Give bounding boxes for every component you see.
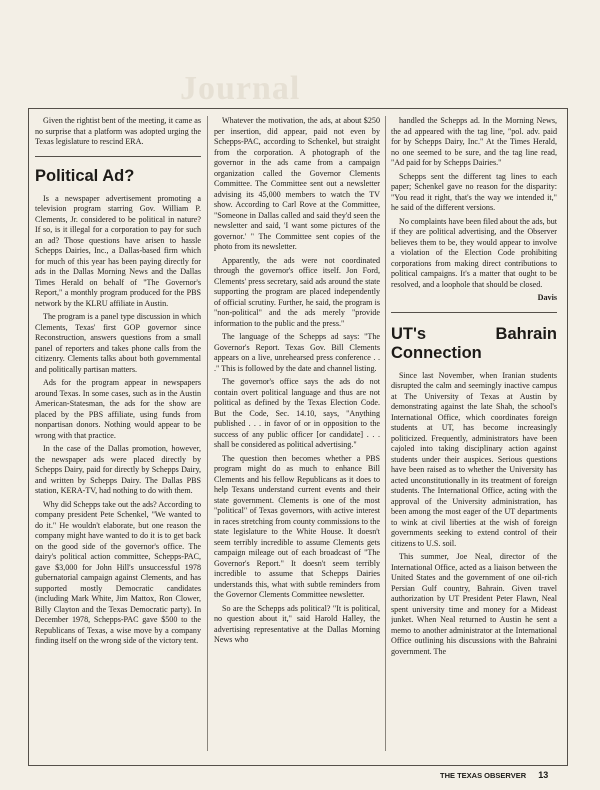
paragraph: The program is a panel type discussion in which Clements, Texas' first GOP governor since Reconstruction, answers questions from a small panel of reporters and takes phone calls from the citizenry. Clements talks about both governmental and politically partisan matters.: [35, 312, 201, 374]
paragraph: Whatever the motivation, the ads, at about $250 per insertion, did appear, paid not even by Schepps-PAC, according to Schenkel, but straight from the corporation. A photograph of the governor in the ads came from a campaign organization called the Governor Clements Committee. The Committee sent out a newsletter advising its 45,000 members to watch the TV show. According to Carl Rove at the Committee, "Someone in Dallas called and said they'd seen the newsletter and said, 'I want some pictures of the governor.' " The Committee sent copies of the photo from its newsletter.: [214, 116, 380, 251]
section-divider: [391, 312, 557, 313]
paragraph: handled the Schepps ad. In the Morning News, the ad appeared with the tag line, "pol. adv. paid for by Schepps Dairy, Inc." At the Times Herald, no one seemed to be sure, and the tag line read, "Ad paid for by Schepps Dairies.": [391, 116, 557, 167]
article-body-bahrain: [391, 371, 557, 658]
paragraph: The governor's office says the ads do not contain overt political language and thus are not political as defined by the Texas Election Code. But the Code, Sec. 14.10, says, "Anything published . . . in favor of or in opposition to the success of any public officer [or candidate] . . . shall be considered as political advertising.": [214, 377, 380, 449]
paragraph: So are the Schepps ads political? "It is political, no question about it," said Harold Halley, the advertising representative at the Dallas Morning News who: [214, 603, 380, 644]
headline-political-ad: Political Ad?: [35, 166, 135, 185]
paragraph: Since last November, when Iranian students disrupted the calm and seemingly inactive campus at The University of Texas at Austin by demonstrating against the late Shah, the school's International Office, which coordinates foreign students at UT, has become increasingly politicized. Frequently, administrators have been cajoled into taking disciplinary action against students under their auspices. Serious questions have been raised as to whether the University has acted unconstitutionally in its treatment of foreign students. The International Office, acting with the approval of the University administration, has been among the most eager of the UT departments to wink at civil liberties at the wish of foreign governments seeking to extend control of their citizens to U.S. soil.: [391, 370, 557, 548]
paragraph: Ads for the program appear in newspapers around Texas. In some cases, such as in the Austin American-Statesman, the ads for the show are placed by the PBS affiliate, using funds from nonpartisan donors. Nothing would appear to be wrong with that practice.: [35, 378, 201, 440]
paragraph: No complaints have been filed about the ads, but if they are political advertising, and the Observer believes them to be, they would appear to involve a violation of the Election Code prohibiting corporations from making direct contributions to political campaigns. It's a matter that ought to be resolved, and a loophole that should be closed.: [391, 216, 557, 289]
paragraph: Schepps sent the different tag lines to each paper; Schenkel gave no reason for the disparity: "You read it right, that's the way we intended it," he said of the different versions.: [391, 171, 557, 212]
column-3: [391, 116, 557, 756]
column-rule: [385, 116, 386, 751]
paragraph: The question then becomes whether a PBS program might do as much to enhance Bill Clements and his fellow Republicans as it does to help Texans understand current events and their state government. Clements is one of the most "political" of Texas governors, with active interest in races stretching from county commissions to the state legislature to the White House. It doesn't seem terribly incredible to assume Clements gets campaign mileage out of each broadcast of "The Governor's Report." It doesn't seem terribly incredible to assume that Schepps Dairies understands this, what with subtle reminders from the Governor Clements Committee newsletter.: [214, 453, 380, 599]
page-footer: [440, 770, 570, 780]
column-rule: [207, 116, 208, 751]
page-number: 13: [538, 770, 549, 780]
column-1: [35, 116, 201, 756]
intro-paragraph: Given the rightist bent of the meeting, it came as no surprise that a platform was adopted urging the Texas legislature to rescind ERA.: [35, 116, 201, 146]
paragraph: The language of the Schepps ad says: "The Governor's Report. Texas Gov. Bill Clements appears on a live, unrehearsed press conference . . ." This is followed by the date and channel listing.: [214, 332, 380, 373]
headline-bahrain: UT's Bahrain Connection: [391, 324, 557, 362]
masthead-bleed: Journal: [180, 70, 301, 107]
article-body-end: [391, 116, 557, 290]
article-body-continued: [214, 116, 380, 646]
paragraph: Is a newspaper advertisement promoting a television program starring Gov. William P. Clements, Jr. considered to be political in nature? If so, is it illegal for a corporation to pay for such an ad? Those questions have arisen to hassle Schepps Dairies, Inc., a Dallas-based firm which for much of this year has been paying directly for ads in the Dallas Morning News and the Dallas Times Herald on behalf of "The Governor's Report," a monthly program produced for the PBS network by the KLRU affiliate in Austin.: [35, 193, 201, 308]
author-signature: Davis: [537, 293, 557, 302]
publication-name: THE TEXAS OBSERVER: [440, 771, 527, 780]
paragraph: In the case of the Dallas promotion, however, the newspaper ads were placed directly by Schepps Dairy, paid for directly by Schepps Dairy, and written by Schepps Dairy. The Dallas PBS station, KERA-TV, had nothing to do with them.: [35, 444, 201, 495]
section-divider: [35, 156, 201, 157]
paragraph: Apparently, the ads were not coordinated through the governor's office itself. Jon Ford, Clements' press secretary, said ads around the state supporting the program are placed independently of official scrutiny. Further, he said, the program is "non-political" and the ads merely "provide information to the public and the press.": [214, 255, 380, 328]
paragraph: This summer, Joe Neal, director of the International Office, acted as a liaison between the United States and the government of one oil-rich Persian Gulf country, Bahrain. Given travel authorization by UT President Peter Flawn, Neal spent university time and money for a Mideast junket. When Neal returned to Austin he sent a memo to another administrator at the International Office outlining his discussions with the Bahraini government. The: [391, 552, 557, 656]
column-2: [214, 116, 380, 756]
article-body-political-ad: [35, 194, 201, 647]
paragraph: Why did Schepps take out the ads? According to company president Pete Schenkel, "We wanted to do it." He wouldn't elaborate, but one reason the company might have wanted to do it is to get back on the good side of the governor's office. The dairy's political action committee, Schepps-PAC, gave $3,000 for John Hill's unsuccessful 1978 gubernatorial campaign against Clements, and has supported mostly Democratic candidates (including Mark White, Jim Mattox, Ron Clower, Billy Clayton and the Texas Democratic party). In December 1978, Schepps-PAC gave $500 to the Republicans of Texas, a wise move by a company finding itself on the wrong side of the victory tent.: [35, 499, 201, 645]
